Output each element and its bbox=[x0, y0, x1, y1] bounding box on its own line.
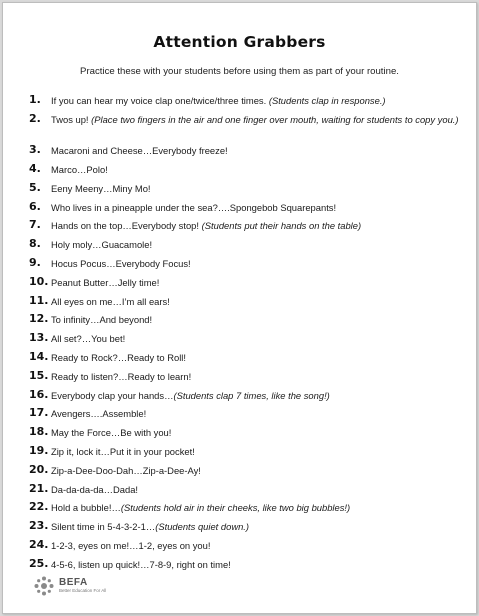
item-number: 7. bbox=[29, 218, 41, 232]
list-item bbox=[29, 556, 459, 571]
list-item bbox=[29, 333, 459, 345]
item-text-wrapper bbox=[51, 352, 459, 364]
item-text: Hold a bubble!… bbox=[51, 502, 121, 514]
item-text: Ready to listen?…Ready to learn! bbox=[51, 370, 192, 382]
item-text: Da-da-da-da…Dada! bbox=[51, 483, 139, 495]
list-item bbox=[29, 293, 459, 308]
item-text-wrapper bbox=[51, 333, 459, 345]
item-text: Zip-a-Dee-Doo-Dah…Zip-a-Dee-Ay! bbox=[51, 464, 201, 476]
item-text: Macaroni and Cheese…Everybody freeze! bbox=[51, 145, 228, 157]
item-note: (Students hold air in their cheeks, like two big bubbles!) bbox=[120, 502, 351, 514]
list-item bbox=[29, 95, 459, 107]
list-item bbox=[29, 481, 459, 496]
item-text: Silent time in 5-4-3-2-1… bbox=[51, 521, 156, 533]
logo-name: BEFA bbox=[59, 577, 88, 588]
item-note: (Place two fingers in the air and one finger over mouth, waiting for students to copy you.) bbox=[88, 113, 459, 125]
list-item bbox=[29, 111, 459, 126]
item-note: (Students put their hands on the table) bbox=[199, 220, 362, 232]
item-text-wrapper bbox=[51, 465, 459, 477]
item-number: 18. bbox=[29, 425, 49, 439]
item-number: 9. bbox=[29, 255, 41, 269]
item-text-wrapper bbox=[51, 164, 459, 176]
list-item bbox=[29, 255, 459, 270]
item-number: 23. bbox=[29, 519, 49, 533]
item-text-wrapper bbox=[51, 559, 459, 571]
befa-logo-icon bbox=[33, 575, 55, 597]
item-number: 19. bbox=[29, 443, 49, 457]
item-text: Peanut Butter…Jelly time! bbox=[51, 276, 160, 288]
item-text: Twos up! bbox=[51, 113, 89, 125]
list-item bbox=[29, 521, 459, 533]
list-item bbox=[29, 349, 459, 364]
item-text-wrapper bbox=[51, 220, 459, 232]
item-number: 10. bbox=[29, 274, 49, 288]
list-item bbox=[29, 462, 459, 477]
list-item bbox=[29, 199, 459, 214]
item-text: If you can hear my voice clap one/twice/three times. bbox=[51, 95, 267, 106]
item-number: 2. bbox=[29, 111, 41, 125]
item-text: Holy moly…Guacamole! bbox=[51, 239, 153, 251]
item-text: Hands on the top…Everybody stop! bbox=[51, 220, 200, 232]
footer-logo bbox=[33, 575, 106, 597]
item-number: 5. bbox=[29, 180, 41, 194]
item-number: 21. bbox=[29, 481, 49, 495]
item-number: 4. bbox=[29, 161, 41, 175]
item-number: 6. bbox=[29, 199, 41, 213]
item-text: Who lives in a pineapple under the sea?….Spongebob Squarepants! bbox=[51, 201, 337, 213]
item-text-wrapper bbox=[51, 296, 459, 308]
item-text-wrapper bbox=[51, 502, 459, 514]
item-number: 20. bbox=[29, 462, 49, 476]
logo-tagline: Better Education For All bbox=[59, 588, 107, 593]
item-text-wrapper bbox=[51, 408, 459, 420]
item-text-wrapper bbox=[51, 427, 459, 439]
item-number: 11. bbox=[29, 293, 49, 307]
list-item bbox=[29, 314, 459, 326]
item-text-wrapper bbox=[51, 521, 459, 533]
item-text: Zip it, lock it…Put it in your pocket! bbox=[51, 445, 195, 457]
list-item bbox=[29, 537, 459, 552]
document-page bbox=[2, 2, 477, 614]
item-number: 12. bbox=[29, 312, 49, 326]
item-text: 4-5-6, listen up quick!…7-8-9, right on time! bbox=[51, 558, 231, 570]
list-item bbox=[29, 239, 459, 251]
item-number: 16. bbox=[29, 387, 49, 401]
list-item bbox=[29, 387, 459, 402]
item-text-wrapper bbox=[51, 277, 459, 289]
item-text: Avengers….Assemble! bbox=[51, 408, 147, 420]
item-text-wrapper bbox=[51, 371, 459, 383]
item-note: (Students quiet down.) bbox=[155, 521, 250, 533]
item-text-wrapper bbox=[51, 202, 459, 214]
item-text-wrapper bbox=[51, 183, 459, 195]
list-item bbox=[29, 502, 459, 514]
item-text-wrapper bbox=[51, 114, 459, 126]
item-note: (Students clap in response.) bbox=[266, 95, 386, 106]
item-text: All set?…You bet! bbox=[51, 333, 126, 345]
item-number: 3. bbox=[29, 143, 41, 157]
list-item bbox=[29, 274, 459, 289]
item-text-wrapper bbox=[51, 239, 459, 251]
page-subtitle: Practice these with your students before using them as part of your routine. bbox=[80, 66, 399, 77]
item-text: May the Force…Be with you! bbox=[51, 427, 172, 439]
item-text-wrapper bbox=[51, 95, 459, 107]
item-text: Everybody clap your hands… bbox=[51, 389, 174, 401]
item-number: 17. bbox=[29, 406, 49, 420]
item-text: Hocus Pocus…Everybody Focus! bbox=[51, 257, 191, 269]
list-item bbox=[29, 161, 459, 176]
item-text-wrapper bbox=[51, 390, 459, 402]
item-text: Eeny Meeny…Miny Mo! bbox=[51, 182, 151, 194]
item-text-wrapper bbox=[51, 145, 459, 157]
list-item bbox=[29, 368, 459, 383]
item-note: (Students clap 7 times, like the song!) bbox=[173, 389, 330, 401]
item-text-wrapper bbox=[51, 484, 459, 496]
item-text-wrapper bbox=[51, 446, 459, 458]
item-number: 22. bbox=[29, 500, 49, 514]
item-text-wrapper bbox=[51, 314, 459, 326]
list-item bbox=[29, 443, 459, 458]
list-item bbox=[29, 145, 459, 157]
item-number: 1. bbox=[29, 93, 41, 106]
item-number: 8. bbox=[29, 237, 41, 251]
item-number: 15. bbox=[29, 368, 49, 382]
item-number: 13. bbox=[29, 331, 49, 345]
item-text: Marco…Polo! bbox=[51, 163, 108, 175]
item-text-wrapper bbox=[51, 258, 459, 270]
list-item bbox=[29, 220, 459, 232]
list-item bbox=[29, 427, 459, 439]
list-item bbox=[29, 180, 459, 195]
item-number: 24. bbox=[29, 537, 49, 551]
item-number: 14. bbox=[29, 349, 49, 363]
item-text: To infinity…And beyond! bbox=[51, 314, 153, 326]
page-title: Attention Grabbers bbox=[153, 33, 326, 51]
item-text: Ready to Rock?…Ready to Roll! bbox=[51, 351, 186, 363]
item-number: 25. bbox=[29, 556, 49, 570]
item-text: All eyes on me…I’m all ears! bbox=[51, 295, 170, 307]
item-text: 1-2-3, eyes on me!…1-2, eyes on you! bbox=[51, 539, 211, 551]
list-item bbox=[29, 408, 459, 420]
item-text-wrapper bbox=[51, 540, 459, 552]
